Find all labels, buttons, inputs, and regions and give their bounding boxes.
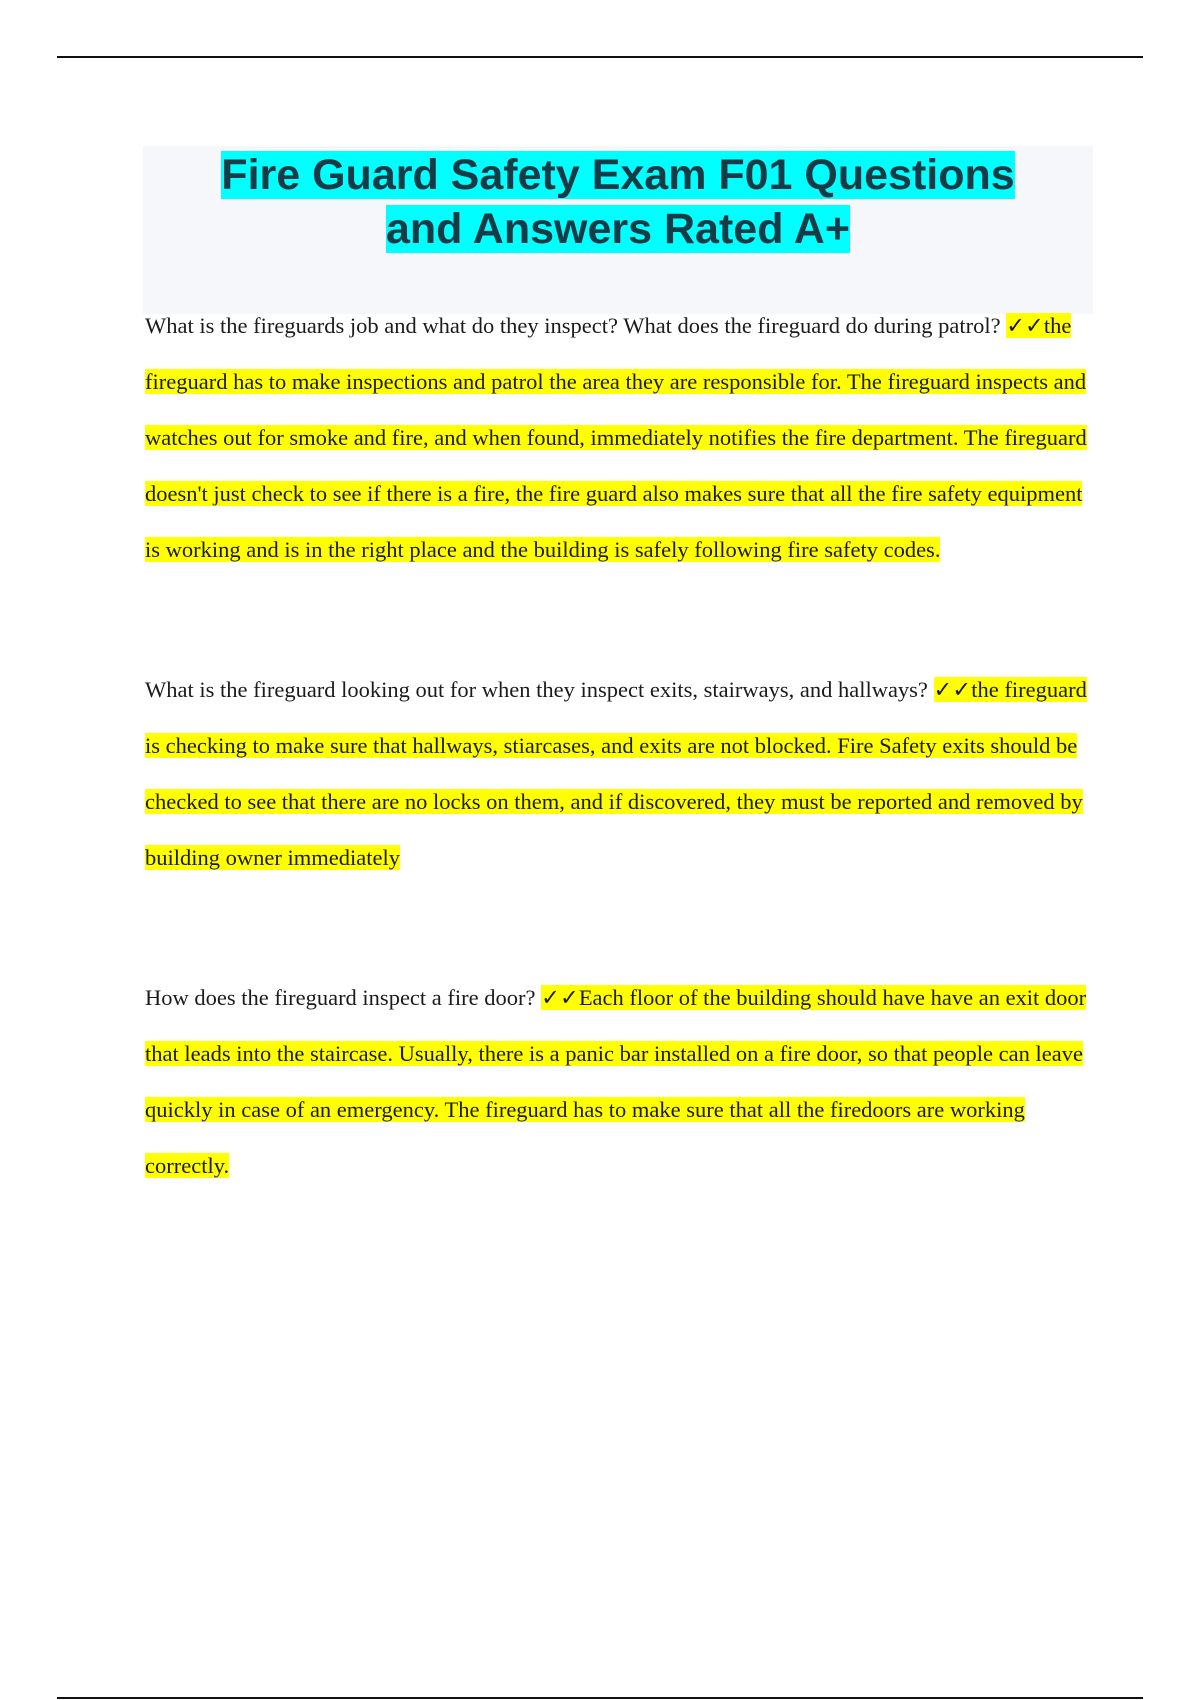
qa-item-3 bbox=[145, 970, 1090, 1194]
title-banner bbox=[143, 146, 1093, 314]
bottom-rule bbox=[57, 1697, 1143, 1699]
qa-content bbox=[145, 298, 1090, 1194]
answer-text: ✓✓the fireguard has to make inspections and patrol the area they are responsible for. The fireguard inspects and watches out for smoke and fire, and when found, immediately notifies the fire department. The fireguard doesn't just check to see if there is a fire, the fire guard also makes sure that all the fire safety equipment is working and is in the right place and the building is safely following fire safety codes. bbox=[145, 313, 1087, 562]
question-text: What is the fireguard looking out for when they inspect exits, stairways, and hallways? bbox=[145, 677, 928, 702]
document-title bbox=[143, 146, 1093, 256]
title-line-2: and Answers Rated A+ bbox=[386, 205, 850, 253]
qa-item-1 bbox=[145, 298, 1090, 578]
top-rule bbox=[57, 56, 1143, 58]
answer-text: ✓✓the fireguard is checking to make sure that hallways, stiarcases, and exits are not blocked. Fire Safety exits should be checked to see that there are no locks on them, and if discovered, they must be reported and removed by building owner immediately bbox=[145, 677, 1087, 870]
question-text: How does the fireguard inspect a fire door? bbox=[145, 985, 536, 1010]
question-text: What is the fireguards job and what do they inspect? What does the fireguard do during patrol? bbox=[145, 313, 1001, 338]
title-line-1: Fire Guard Safety Exam F01 Questions bbox=[221, 151, 1015, 199]
qa-item-2 bbox=[145, 662, 1090, 886]
answer-text: ✓✓Each floor of the building should have have an exit door that leads into the staircase. Usually, there is a panic bar installed on a fire door, so that people can leave quickly in case of an emergency. The fireguard has to make sure that all the firedoors are working correctly. bbox=[145, 985, 1087, 1178]
